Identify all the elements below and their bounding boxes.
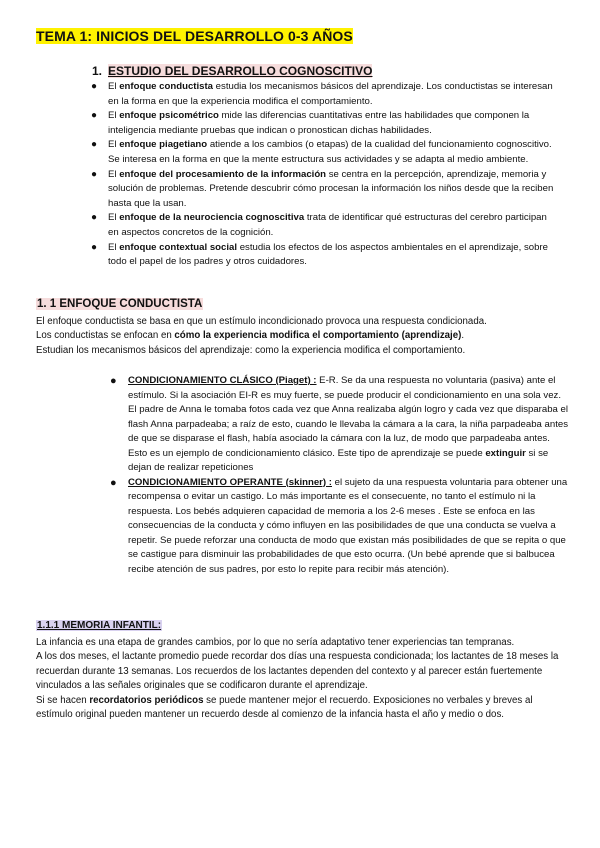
conditioning-list — [108, 374, 570, 577]
section-heading — [92, 64, 372, 78]
list-item: ● El enfoque piagetiano atiende a los cambios (o etapas) de la cualidad del funcionamiento cognoscitivo. Se interesa en la forma en que la mente estructura sus actividades y se adapta al medio ambiente. — [91, 139, 552, 165]
approaches-list — [90, 80, 560, 270]
operant-conditioning-heading: CONDICIONAMIENTO OPERANTE (skinner) : — [128, 476, 332, 488]
bullet-icon: ● — [91, 212, 98, 224]
bullet-icon: ● — [91, 81, 98, 92]
list-item: ● El enfoque de la neurociencia cognoscitiva trata de identificar qué estructuras del cerebro participan en aspectos concretos de la cognición. — [91, 212, 547, 238]
section-number: 1. — [92, 64, 103, 78]
subsection-heading: 1. 1 ENFOQUE CONDUCTISTA — [37, 298, 203, 310]
bullet-icon: ● — [110, 375, 117, 387]
list-item: ● El enfoque psicométrico mide las diferencias cuantitativas entre las habilidades que componen la inteligencia mediante pruebas que indican o pronostican dichas habilidades. — [91, 110, 530, 136]
list-item: ● CONDICIONAMIENTO CLÁSICO (Piaget) : E-R. Se da una respuesta no voluntaria (pasiva) ante el estímulo. Si la asociación EI-R es muy fuerte, se puede producir el condicionamiento en una sola vez. El padre de Anna le tomaba fotos cada vez que Anna realizaba algún logro y cada vez que disparaba el flash Anna parpadeaba; a raíz de esto, cuando le llevaba la cámara a la cara, la niña parpadeaba antes de que se disparase el flash, había asociado la cámara con la luz, de modo que parpadeaba antes. Esto es un ejemplo de condicionamiento clásico. Este tipo de aprendizaje se puede extinguir si se dejan de realizar repeticiones — [110, 375, 569, 473]
classical-conditioning-heading: CONDICIONAMIENTO CLÁSICO (Piaget) : — [128, 375, 317, 386]
list-item: ● El enfoque del procesamiento de la información se centra en la percepción, aprendizaje, memoria y solución de problemas. Pretende descubrir cómo procesan la información los niños desde que la reciben hasta que la usan. — [91, 168, 554, 209]
memory-paragraph: La infancia es una etapa de grandes cambios, por lo que no sería adaptativo tener experiencias tan tempranas. A los dos meses, el lactante promedio puede recordar dos días una respuesta condicionada; los lactantes de 18 meses la recuerdan durante 13 semanas. Los recuerdos de los lactantes dependen del contexto y al parecer están fuertemente vinculados a las señales originales que se codificaron durante el aprendizaje. Si se hacen recordatorios periódicos se puede mantener mejor el recuerdo. Exposiciones no verbales y breves al estímulo original pueden mantener un recuerdo desde al comienzo de la infancia hasta el año y medio o dos. — [36, 637, 559, 721]
page-title: TEMA 1: INICIOS DEL DESARROLLO 0-3 AÑOS — [36, 28, 353, 44]
list-item: ● El enfoque conductista estudia los mecanismos básicos del aprendizaje. Los conductistas se interesan en la forma en que la experiencia modifica el comportamiento. — [91, 81, 553, 107]
bullet-icon: ● — [110, 476, 117, 489]
behaviorist-paragraph: El enfoque conductista se basa en que un estímulo incondicionado provoca una respuesta condicionada. Los conductistas se enfocan en cómo la experiencia modifica el comportamiento (aprendizaje). Estudian los mecanismos básicos del aprendizaje: como la experiencia modifica el comportamiento. — [36, 316, 487, 356]
list-item: ● CONDICIONAMIENTO OPERANTE (skinner) : el sujeto da una respuesta voluntaria para obtener una recompensa o evitar un castigo. Lo más importante es el consecuente, no tanto el estímulo ni la respuesta. Los bebés adquieren capacidad de memoria a los 2-6 meses . Este se enfoca en las consecuencias de la conducta y cómo influyen en las posibilidades de que una conducta se vuelva a repetir. Se puede reforzar una conducta de modo que existan más posibilidades de que se repita o que se castigue para disminuir las probabilidades de que esto ocurra. (Un bebé aprende que si balbucea recibe atención de sus padres, por esto lo repite para recibir más atención). — [110, 476, 568, 575]
section-title: ESTUDIO DEL DESARROLLO COGNOSCITIVO — [108, 64, 373, 78]
bullet-icon: ● — [91, 139, 98, 151]
bullet-icon: ● — [91, 110, 98, 122]
bullet-icon: ● — [91, 168, 98, 180]
memory-subsection-heading: 1.1.1 MEMORIA INFANTIL: — [37, 620, 162, 631]
bullet-icon: ● — [91, 241, 98, 253]
list-item: ● El enfoque contextual social estudia los efectos de los aspectos ambientales en el aprendizaje, sobre todo el papel de los padres y otros cuidadores. — [91, 241, 548, 268]
